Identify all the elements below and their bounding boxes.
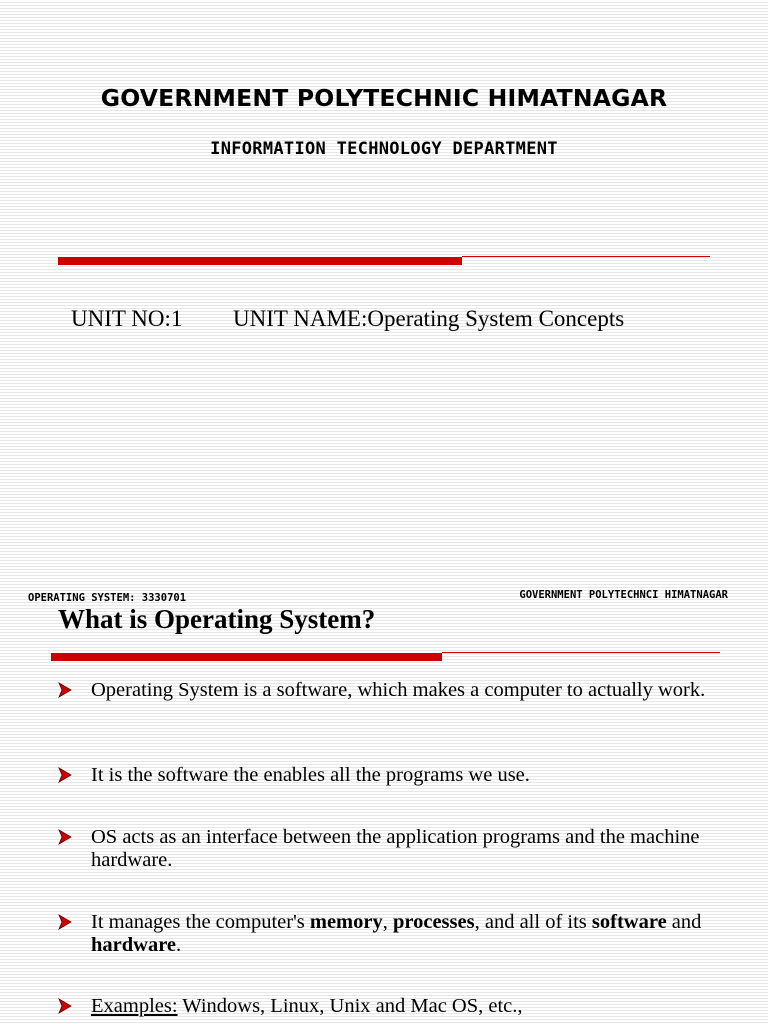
- keyword-software: software: [591, 911, 667, 933]
- keyword-processes: processes: [392, 911, 475, 933]
- arrow-bullet-icon: [58, 914, 72, 930]
- department-title: INFORMATION TECHNOLOGY DEPARTMENT: [210, 139, 558, 159]
- bullet-text-part: , and all of its: [474, 911, 592, 933]
- slide-title: What is Operating System?: [58, 604, 376, 634]
- bullet-text: [91, 911, 708, 957]
- arrow-bullet-icon: [58, 767, 72, 783]
- arrow-bullet-icon: [58, 682, 72, 698]
- unit-number: UNIT NO:1: [71, 306, 183, 331]
- arrow-bullet-icon: [58, 829, 72, 845]
- title-divider-thick: [58, 257, 462, 265]
- bullet-item: [58, 995, 708, 1018]
- institution-footer-label: GOVERNMENT POLYTECHNCI HIMATNAGAR: [519, 589, 728, 601]
- slide-divider-thin: [442, 652, 720, 653]
- bullet-text-part: It manages the computer's: [91, 911, 310, 933]
- title-divider-thin: [462, 256, 710, 257]
- bullet-item: [58, 911, 708, 957]
- keyword-memory: memory: [309, 911, 383, 933]
- bullet-item: [58, 764, 708, 787]
- bullet-text: [91, 995, 708, 1018]
- bullet-item: [58, 826, 708, 872]
- bullet-text: It is the software the enables all the programs we use.: [91, 764, 530, 786]
- examples-text: Windows, Linux, Unix and Mac OS, etc.,: [177, 995, 523, 1017]
- bullet-text-part: .: [176, 934, 182, 956]
- keyword-hardware: hardware: [91, 934, 177, 956]
- bullet-item: [58, 679, 708, 702]
- unit-line: [71, 306, 624, 332]
- unit-name: UNIT NAME:Operating System Concepts: [233, 306, 625, 331]
- bullet-text: Operating System is a software, which makes a computer to actually work.: [91, 679, 706, 701]
- bullet-text-part: ,: [382, 911, 393, 933]
- arrow-bullet-icon: [58, 998, 72, 1014]
- slide-divider-thick: [51, 653, 442, 661]
- course-code-label: OPERATING SYSTEM: 3330701: [28, 592, 187, 604]
- examples-label: Examples:: [91, 995, 178, 1017]
- bullet-text-part: and: [666, 911, 702, 933]
- institution-title: GOVERNMENT POLYTECHNIC HIMATNAGAR: [100, 84, 668, 112]
- bullet-text: OS acts as an interface between the application programs and the machine hardware.: [91, 826, 700, 871]
